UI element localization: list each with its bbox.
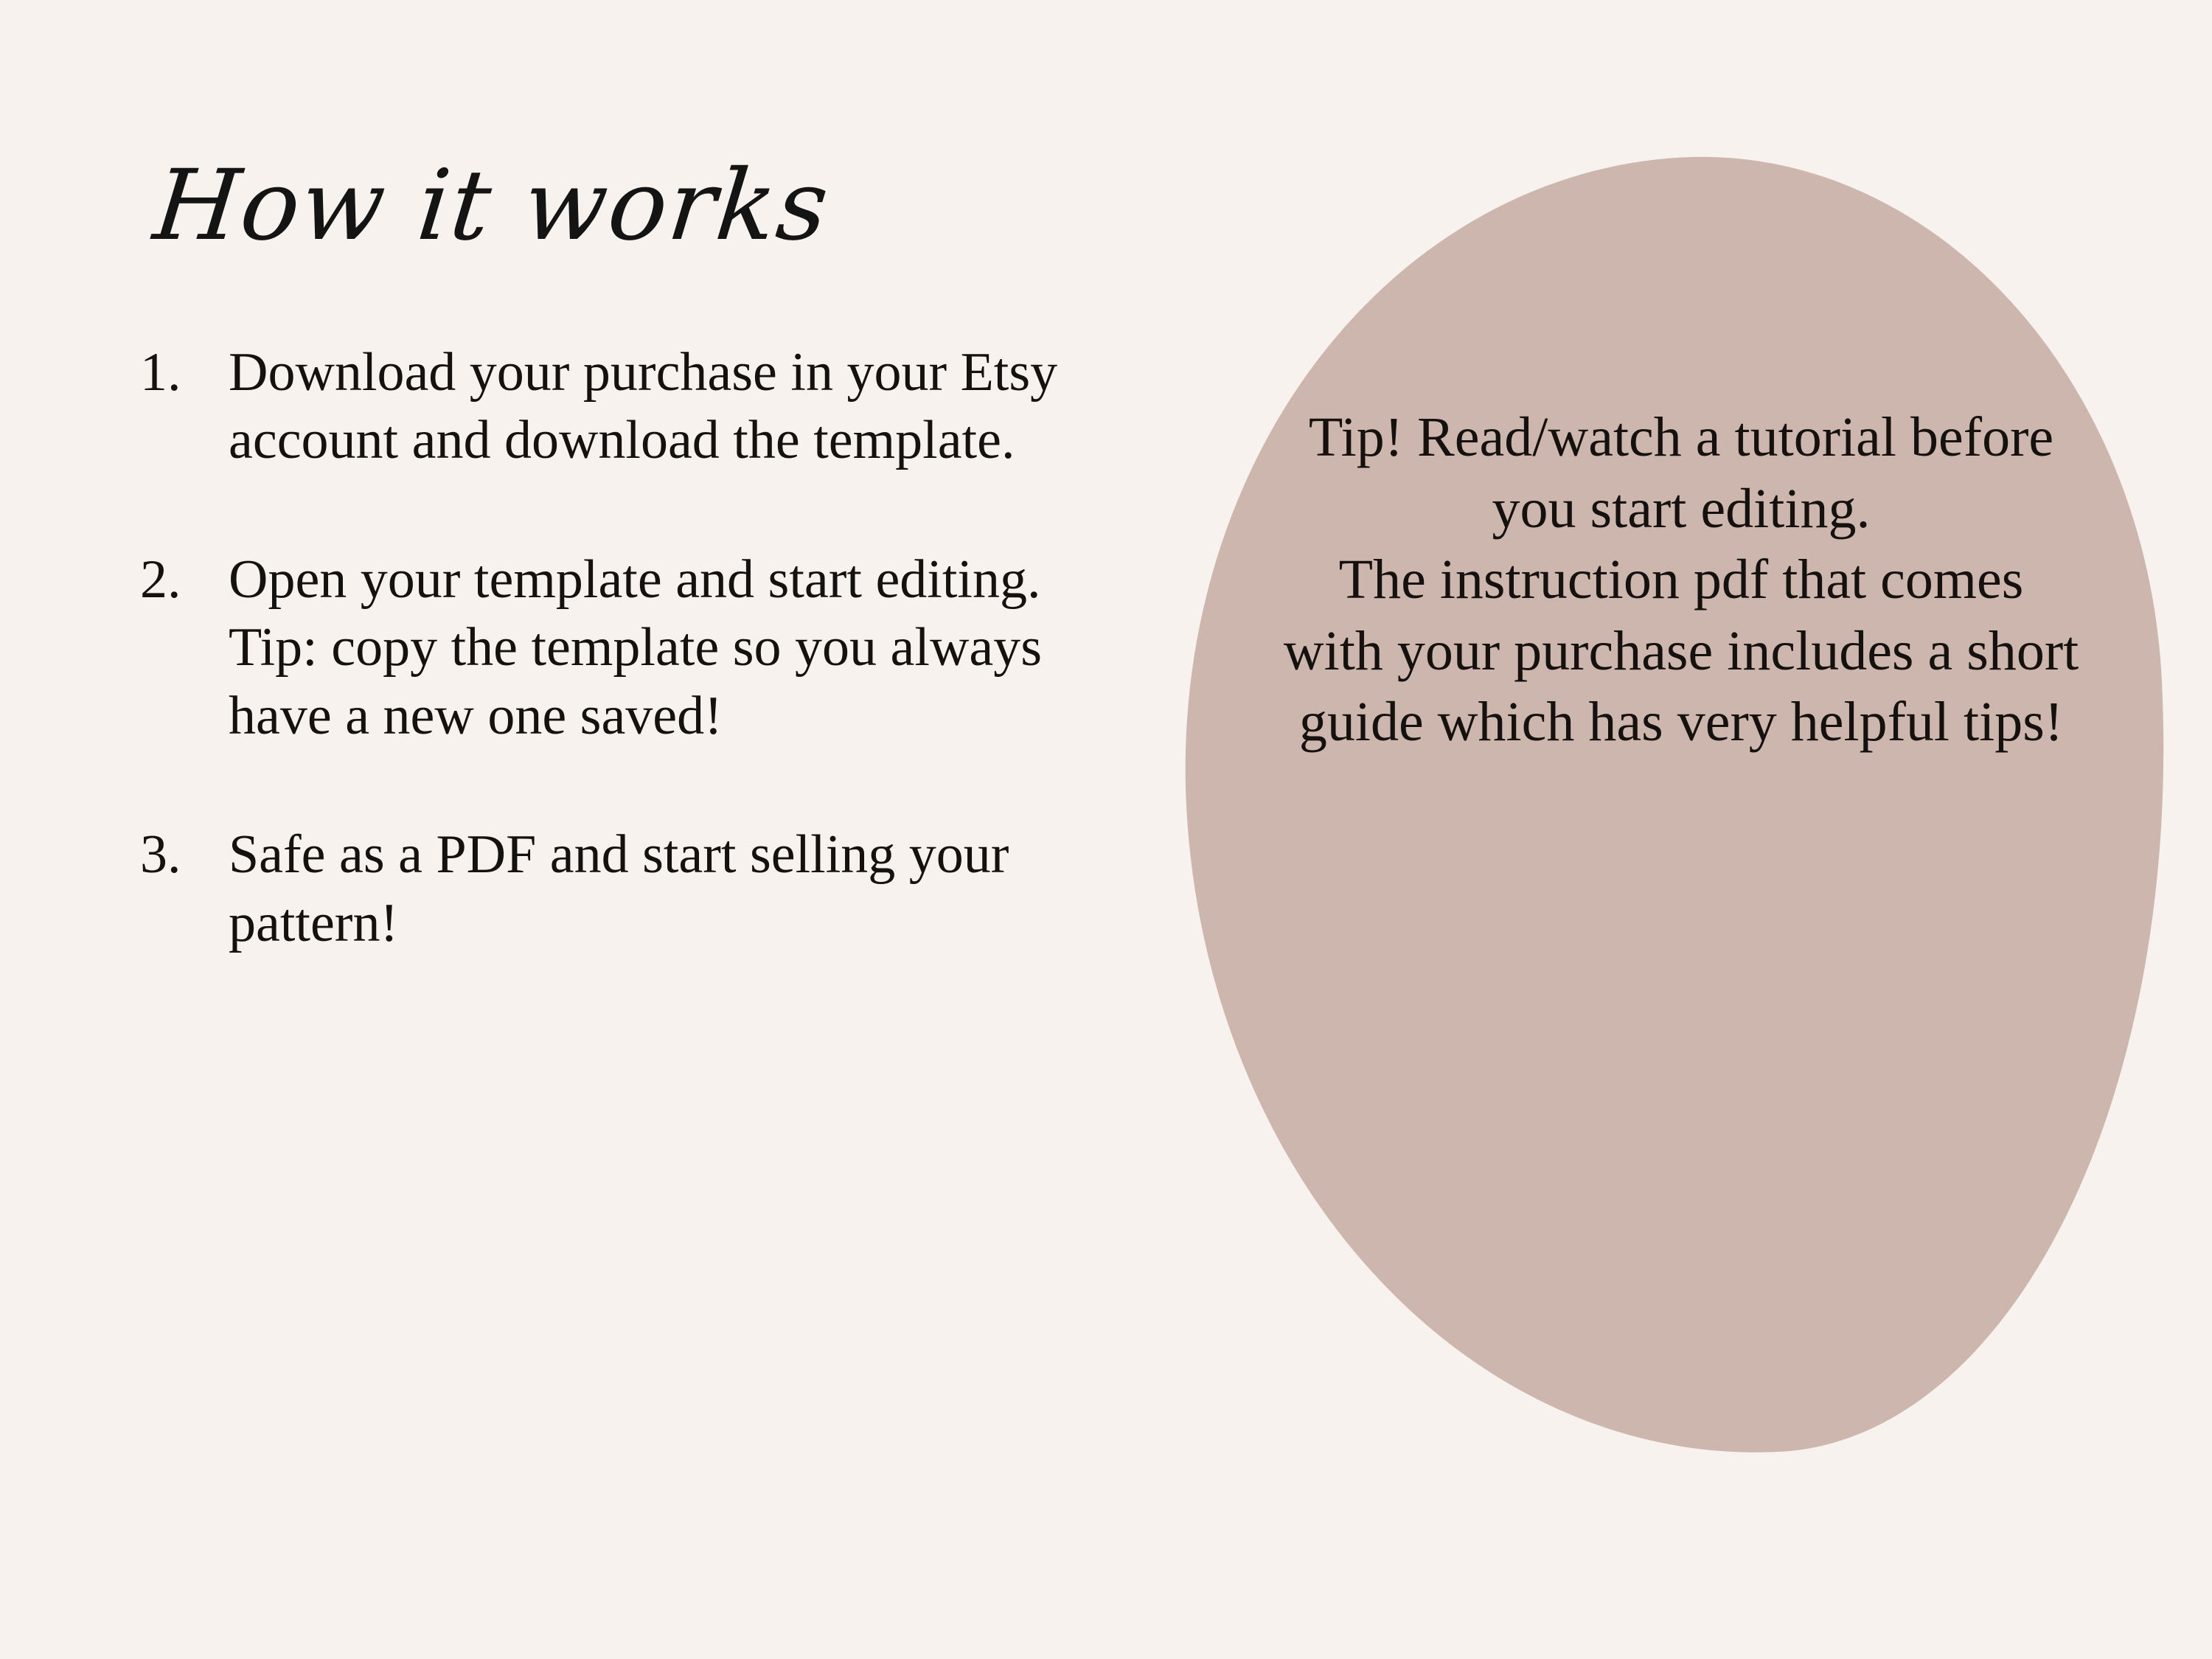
step-text: Open your template and start editing. Tip: copy the template so you always have a new one saved! — [229, 549, 1043, 746]
tip-callout — [1187, 159, 2168, 1456]
step-number: 2. — [140, 549, 181, 610]
blob-shape — [1154, 133, 2201, 1481]
step-text: Safe as a PDF and start selling your pattern! — [229, 824, 1009, 953]
list-item — [140, 546, 1165, 751]
instructions-column — [140, 149, 1165, 957]
step-number: 3. — [140, 824, 181, 886]
page-title: How it works — [148, 149, 835, 262]
step-number: 1. — [140, 341, 181, 403]
list-item — [140, 821, 1165, 957]
tip-text-block — [1283, 402, 2079, 758]
list-item — [140, 338, 1165, 475]
tip-line-1: Tip! Read/watch a tutorial before you start editing. — [1308, 406, 2054, 540]
step-text: Download your purchase in your Etsy account and download the template. — [229, 341, 1058, 471]
steps-list — [140, 338, 1165, 958]
tip-line-2: The instruction pdf that comes with your purchase includes a short guide which has very helpful tips! — [1283, 549, 2079, 754]
